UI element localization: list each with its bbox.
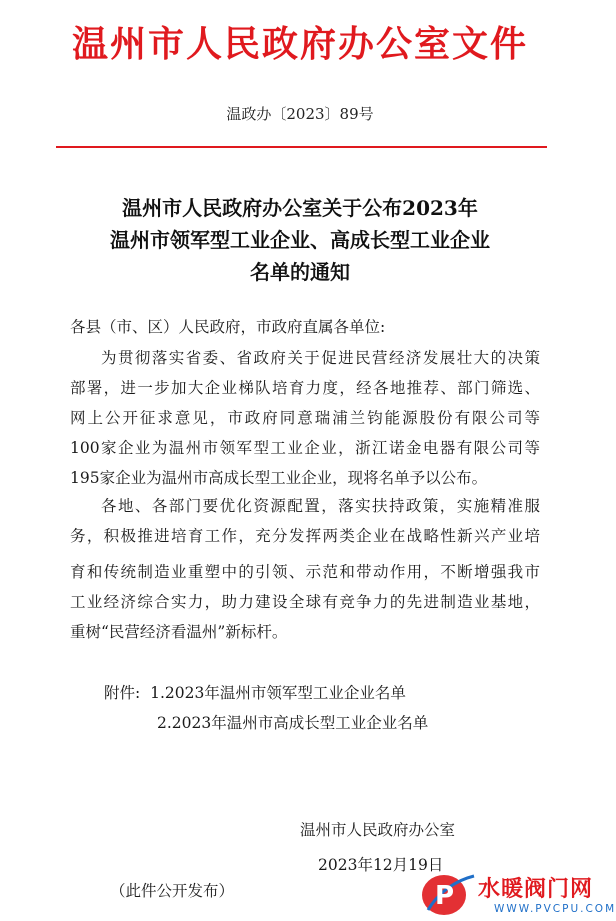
red-divider [56,146,547,148]
paragraph-line: 务，积极推进培育工作，充分发挥两类企业在战略性新兴产业培 [70,527,540,545]
paragraph-line: 100家企业为温州市领军型工业企业，浙江诺金电器有限公司等 [70,439,540,457]
issue-date: 2023年12月19日 [318,856,444,874]
paragraph-line: 为贯彻落实省委、省政府关于促进民营经济发展壮大的决策 [101,349,540,367]
attachment-item: 1.2023年温州市领军型工业企业名单 [150,684,406,702]
title-line: 温州市人民政府办公室关于公布2023年 [122,196,478,220]
watermark [418,868,616,921]
attachment-list [104,678,406,708]
salutation: 各县（市、区）人民政府，市政府直属各单位: [70,318,386,336]
title-line: 名单的通知 [250,260,350,284]
paragraph-line: 195家企业为温州市高成长型工业企业，现将名单予以公布。 [70,469,488,487]
paragraph-line: 工业经济综合实力，助力建设全球有竞争力的先进制造业基地， [70,593,540,611]
masthead: 温州市人民政府办公室文件 [71,23,528,65]
paragraph-1 [70,343,540,493]
attachment-label: 附件: [104,684,141,702]
paragraph-line: 各地、各部门要优化资源配置，落实扶持政策，实施精准服 [101,497,540,515]
paragraph-line: 网上公开征求意见，市政府同意瑞浦兰钧能源股份有限公司等 [70,409,540,427]
paragraph-2 [70,491,540,647]
paragraph-line: 部署，进一步加大企业梯队培育力度，经各地推荐、部门筛选、 [70,379,540,397]
document-number: 温政办〔2023〕89号 [226,105,374,123]
issuer-name: 温州市人民政府办公室 [300,821,456,839]
watermark-name: 水暖阀门网 [478,877,594,902]
watermark-logo-icon [418,870,476,918]
watermark-logo-letter: P [435,881,455,911]
publication-note: （此件公开发布） [110,882,235,900]
paragraph-line: 重树“民营经济看温州”新标杆。 [70,623,288,641]
watermark-url: WWW.PVCPU.COM [494,903,616,915]
attachment-item: 2.2023年温州市高成长型工业企业名单 [157,714,429,732]
title-line: 温州市领军型工业企业、高成长型工业企业 [110,228,490,252]
paragraph-line: 育和传统制造业重塑中的引领、示范和带动作用，不断增强我市 [70,563,540,581]
notice-title [0,192,600,288]
